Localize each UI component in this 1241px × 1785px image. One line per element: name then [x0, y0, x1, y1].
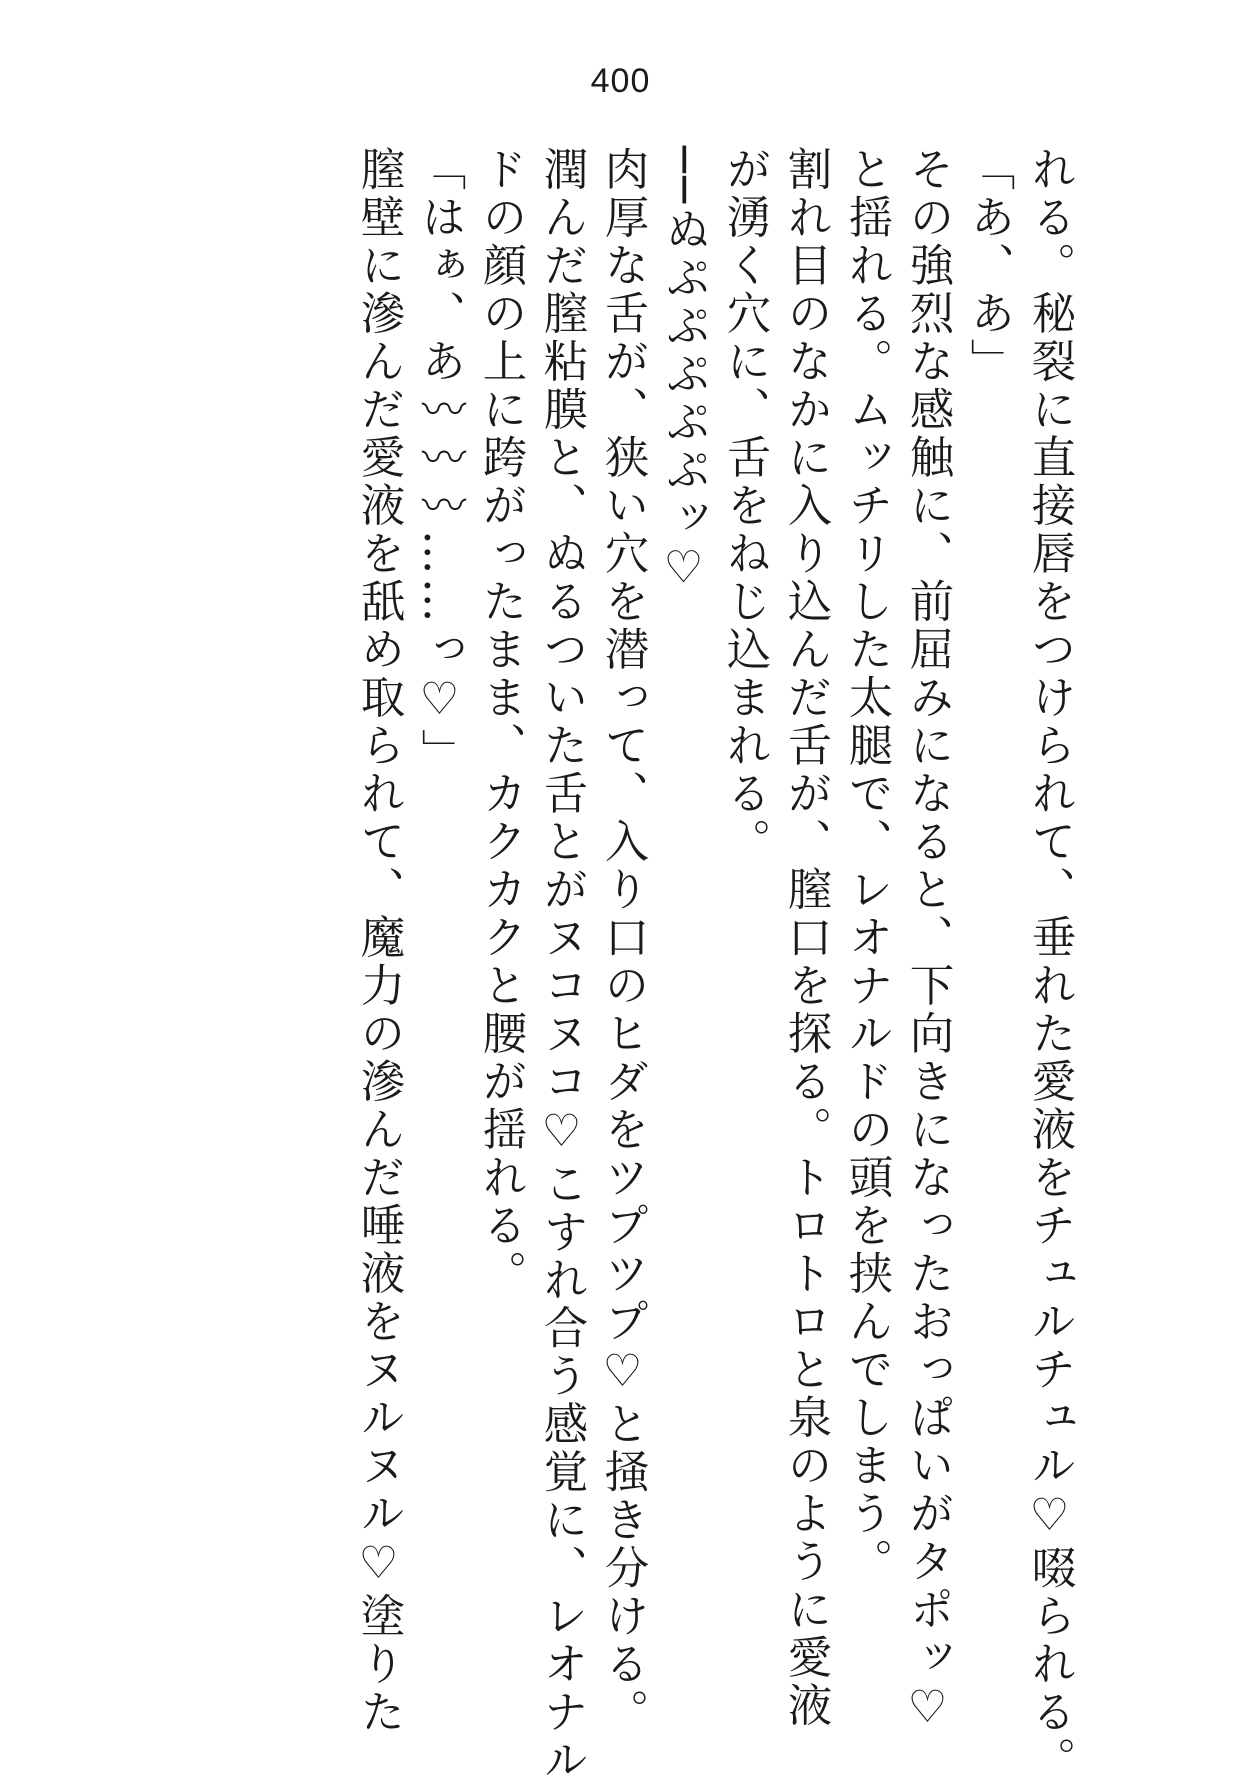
text-line: 膣壁に滲んだ愛液を舐め取られて、魔力の滲んだ唾液をヌルヌル♡塗りた: [353, 146, 404, 1737]
text-line: 「あ、あ」: [963, 146, 1014, 386]
text-line: その強烈な感触に、前屈みになると、下向きになったおっぱいがタポッ♡: [902, 146, 953, 1737]
page-number: 400: [590, 62, 651, 100]
text-line: 潤んだ膣粘膜と、ぬるついた舌とがヌコヌコ♡こすれ合う感覚に、レオナル: [536, 146, 587, 1785]
text-line: と揺れる。ムッチリした太腿で、レオナルドの頭を挟んでしまう。: [841, 146, 892, 1586]
text-line: れる。秘裂に直接唇をつけられて、垂れた愛液をチュルチュル♡啜られる。: [1024, 146, 1075, 1785]
text-line: ドの顔の上に跨がったまま、カクカクと腰が揺れる。: [475, 146, 526, 1298]
text-line: 「はぁ、あ〰〰〰……っ♡」: [414, 146, 465, 777]
text-line: 肉厚な舌が、狭い穴を潜って、入り口のヒダをツプツプ♡と掻き分ける。: [597, 146, 648, 1737]
text-line: 割れ目のなかに入り込んだ舌が、膣口を探る。トロトロと泉のように愛液: [780, 146, 831, 1730]
text-line: ──ぬぷぷぷぷぷッ♡: [658, 146, 709, 598]
text-line: が湧く穴に、舌をねじ込まれる。: [719, 146, 770, 866]
vertical-body-text: [180, 146, 1080, 1785]
